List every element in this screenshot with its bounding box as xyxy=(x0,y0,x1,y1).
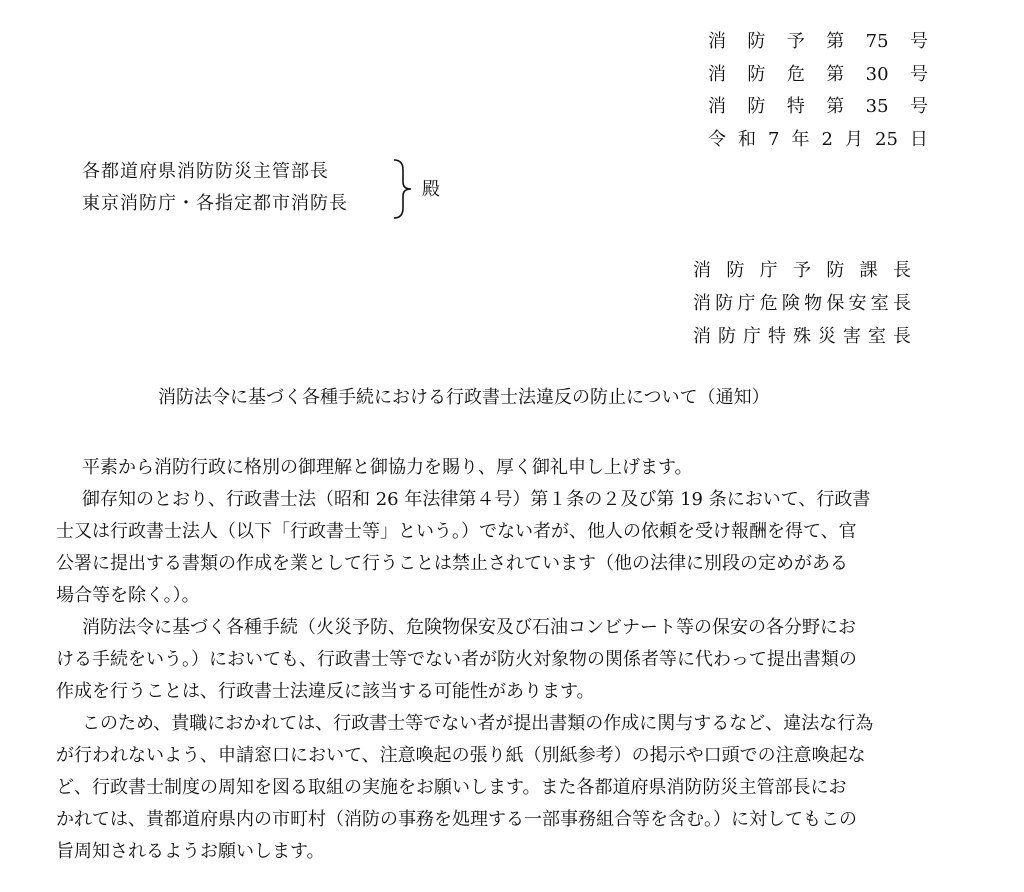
glyph: 防 xyxy=(747,63,766,85)
glyph: 室 xyxy=(870,293,889,314)
glyph: 75 xyxy=(865,31,889,52)
glyph: 災 xyxy=(818,326,836,347)
glyph: 長 xyxy=(892,293,911,314)
glyph: 危 xyxy=(759,293,778,314)
glyph: 日 xyxy=(909,129,928,151)
glyph: 庁 xyxy=(759,260,778,281)
glyph: 第 xyxy=(826,96,845,118)
glyph: 庁 xyxy=(737,293,756,314)
document-number-block xyxy=(708,26,928,157)
glyph: 25 xyxy=(875,129,898,151)
glyph: 課 xyxy=(859,260,878,281)
glyph: 長 xyxy=(892,260,911,281)
glyph: 消 xyxy=(708,96,726,118)
sender-block xyxy=(693,254,911,353)
honorific: 殿 xyxy=(422,179,440,200)
glyph: 号 xyxy=(909,63,928,85)
glyph: 予 xyxy=(792,260,811,281)
glyph: 室 xyxy=(868,326,886,347)
body-line: 士又は行政書士法人（以下「行政書士等」という。）でない者が、他人の依頼を受け報酬を得て、官 xyxy=(56,521,857,542)
glyph: 殊 xyxy=(793,326,811,347)
glyph: 7 xyxy=(768,129,780,151)
glyph: 消 xyxy=(693,293,711,314)
glyph: 険 xyxy=(781,293,800,314)
glyph: 2 xyxy=(821,129,833,151)
glyph: 防 xyxy=(718,326,736,347)
glyph: 消 xyxy=(693,260,711,281)
glyph: 予 xyxy=(786,31,805,52)
body-line: ける手続をいう。）においても、行政書士等でない者が防火対象物の関係者等に代わって提出書類の xyxy=(56,649,857,670)
glyph: 物 xyxy=(804,293,823,314)
glyph: 消 xyxy=(708,31,726,52)
body-line: 場合等を除く。）。 xyxy=(56,585,200,606)
glyph: 特 xyxy=(768,326,786,347)
sender-yobo-chief xyxy=(693,254,911,287)
glyph: 防 xyxy=(826,260,845,281)
recipient-block xyxy=(82,156,348,220)
glyph: 号 xyxy=(909,31,928,52)
document-title: 消防法令に基づく各種手続における行政書士法違反の防止について（通知） xyxy=(158,387,770,408)
glyph: 安 xyxy=(848,293,867,314)
glyph: 月 xyxy=(844,129,863,151)
body-line: 御存知のとおり、行政書士法（昭和 26 年法律第４号）第１条の２及び第 19 条において、行政書 xyxy=(82,489,871,510)
glyph: 特 xyxy=(786,96,805,118)
document-body xyxy=(56,452,956,868)
body-line: ど、行政書士制度の周知を図る取組の実施をお願いします。また各都道府県消防防災主管部長にお xyxy=(56,777,847,798)
body-line: 作成を行うことは、行政書士法違反に該当する可能性があります。 xyxy=(56,681,595,702)
glyph: 防 xyxy=(747,31,766,52)
recipient-tokyo-cities: 東京消防庁・各指定都市消防長 xyxy=(82,193,348,214)
glyph: 防 xyxy=(747,96,766,118)
glyph: 第 xyxy=(826,63,845,85)
body-line: 旨周知されるようお願いします。 xyxy=(56,841,325,862)
glyph: 害 xyxy=(843,326,861,347)
document-date xyxy=(708,124,928,157)
glyph: 長 xyxy=(893,326,911,347)
body-line: このため、貴職におかれては、行政書士等でない者が提出書類の作成に関与するなど、違法な行為 xyxy=(82,713,874,734)
glyph: 35 xyxy=(865,96,889,118)
body-line: 平素から消防行政に格別の御理解と御協力を賜り、厚く御礼申し上げます。 xyxy=(82,457,693,478)
glyph: 号 xyxy=(909,96,928,118)
glyph: 30 xyxy=(865,63,889,85)
recipient-prefectures: 各都道府県消防防災主管部長 xyxy=(82,161,329,182)
glyph: 令 xyxy=(708,129,726,151)
body-line: 公署に提出する書類の作成を業として行うことは禁止されています（他の法律に別段の定めがある xyxy=(56,553,848,574)
glyph: 消 xyxy=(693,326,711,347)
glyph: 防 xyxy=(715,293,734,314)
glyph: 防 xyxy=(726,260,745,281)
glyph: 庁 xyxy=(743,326,761,347)
sender-tokushu-chief xyxy=(693,320,911,353)
glyph: 危 xyxy=(786,63,805,85)
glyph: 年 xyxy=(791,129,810,151)
body-line: 消防法令に基づく各種手続（火災予防、危険物保安及び石油コンビナート等の保安の各分野にお xyxy=(82,617,856,638)
glyph: 第 xyxy=(826,31,845,52)
glyph: 和 xyxy=(738,129,757,151)
recipient-brace xyxy=(392,158,414,220)
body-line: が行われないよう、申請窓口において、注意喚起の張り紙（別紙参考）の掲示や口頭での注意喚起な xyxy=(56,745,866,766)
document-number-tokushu xyxy=(708,91,928,124)
glyph: 保 xyxy=(826,293,845,314)
glyph: 消 xyxy=(708,63,726,85)
body-line: かれては、貴都道府県内の市町村（消防の事務を処理する一部事務組合等を含む。）に対してもこの xyxy=(56,809,857,830)
document-number-kiken xyxy=(708,59,928,92)
document-number-yobo xyxy=(708,26,928,59)
sender-kiken-chief xyxy=(693,287,911,320)
